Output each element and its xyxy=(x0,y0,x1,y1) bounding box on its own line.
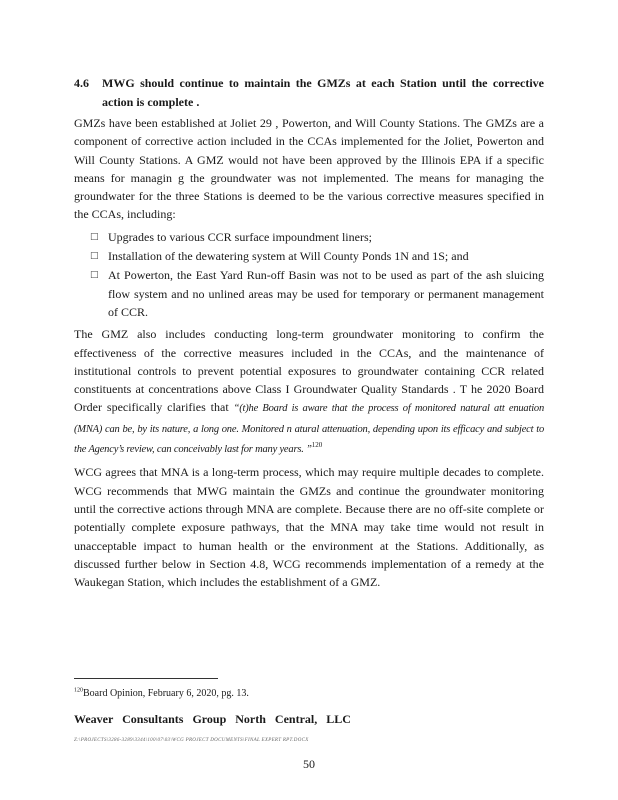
section-title: MWG should continue to maintain the GMZs at each Station until the corrective action is complete . xyxy=(102,76,544,109)
page-number: 50 xyxy=(303,757,315,771)
list-item xyxy=(74,228,544,246)
paragraph-wcg-recommendation: WCG agrees that MNA is a long-term process, which may require multiple decades to complete. WCG recommends that MWG maintain the GMZs and continue the groundwater monitoring until the corrective actions through MNA are complete. Because there are no off-site complete or potentially complete exposure pathways, that the MNA may take time would not result in unacceptable impact to human health or the environment at the Stations. Additionally, as discussed further below in Section 4.8, WCG recommends implementation of a remedy at the Waukegan Station, which includes the establishment of a GMZ. xyxy=(74,465,544,590)
footnote-divider xyxy=(74,678,218,679)
paragraph-gmz-monitoring xyxy=(74,325,544,459)
body-text xyxy=(74,114,544,595)
bullet-icon: □ xyxy=(90,231,99,242)
bullet-icon: □ xyxy=(90,251,99,262)
bullet-icon: □ xyxy=(90,270,99,281)
footnote-reference[interactable]: 120 xyxy=(311,441,323,450)
corrective-measures-list xyxy=(74,228,544,321)
list-item xyxy=(74,247,544,265)
board-order-quote: “(t)he Board is aware that the process of monitored natural att enuation (MNA) can be, by its nature, a long one. Monitored n atural attenuation, depending upon its efficacy and subject to the Agency’s review, can conceivably last for many years. ” xyxy=(74,403,545,456)
footnote-marker: 120 xyxy=(74,687,83,694)
list-item xyxy=(74,266,544,321)
firm-name: Weaver Consultants Group North Central, LLC xyxy=(74,712,351,726)
paragraph-gmz-established: GMZs have been established at Joliet 29 , Powerton, and Will County Stations. The GMZs are a component of corrective action included in the CCAs implemented for the Joliet, Powerton and Will County Stations. A GMZ would not have been approved by the Illinois EPA if a specific means for managin g the groundwater was not implemented. The means for managing the groundwater for the three Stations is deemed to be the various corrective measures specified in the CCAs, including: xyxy=(74,116,544,222)
section-number: 4.6 xyxy=(74,76,89,90)
footnote-text: Board Opinion, February 6, 2020, pg. 13. xyxy=(83,688,249,699)
list-item-text: Installation of the dewatering system at Will County Ponds 1N and 1S; and xyxy=(108,249,469,264)
list-item-text: At Powerton, the East Yard Run-off Basin was not to be used as part of the ash sluicing flow system and no unlined areas may be used for temporary or permanent management of CCR. xyxy=(108,268,544,319)
footnote xyxy=(74,688,249,699)
list-item-text: Upgrades to various CCR surface impoundment liners; xyxy=(108,229,372,244)
section-heading xyxy=(74,74,544,112)
paragraph-text: The GMZ also includes conducting long-term groundwater monitoring to confirm the effectiveness of the corrective measures included in the CCAs, and the maintenance of institutional controls to prevent potential exposures to groundwater containing CCR related constituents at concentrations above Class I Groundwater Quality Standards . T he 2020 Board Order specifically clarifies that xyxy=(74,327,544,415)
file-path: Z:\PROJECTS\3286-3289\3344\100\07\03\WCG PROJECT DOCUMENTS\FINAL EXPERT RPT.DOCX xyxy=(74,738,309,743)
